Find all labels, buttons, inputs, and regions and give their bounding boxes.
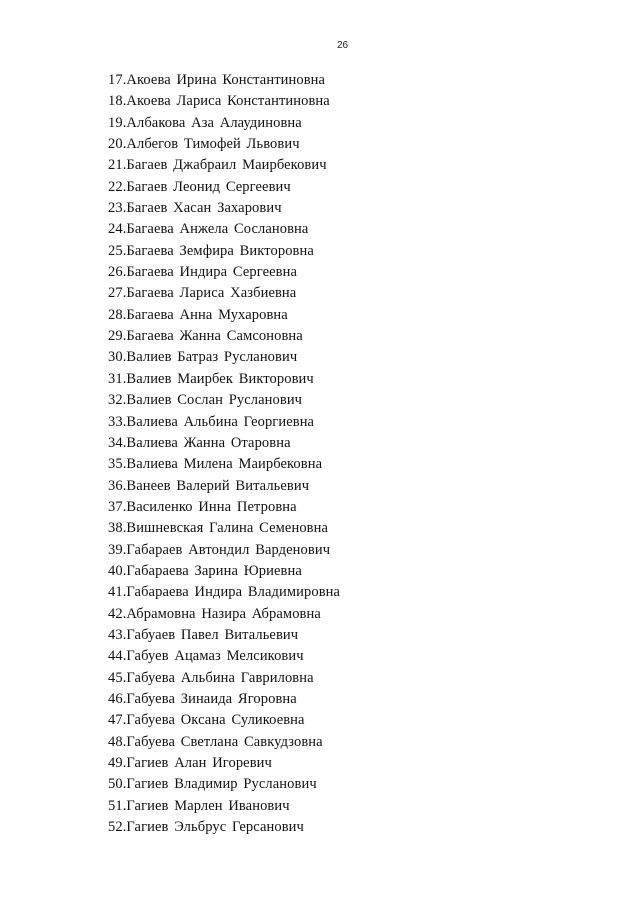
list-item: 27.Багаева Лариса Хазбиевна bbox=[108, 285, 297, 302]
list-item: 23.Багаев Хасан Захарович bbox=[108, 200, 282, 217]
list-item: 39.Габараев Автондил Варденович bbox=[108, 541, 331, 558]
list-item: 46.Габуева Зинаида Ягоровна bbox=[108, 690, 297, 707]
list-item: 41.Габараева Индира Владимировна bbox=[108, 584, 341, 601]
list-item: 30.Валиев Батраз Русланович bbox=[108, 349, 298, 366]
list-item: 17.Акоева Ирина Константиновна bbox=[108, 72, 326, 88]
list-item: 29.Багаева Жанна Самсоновна bbox=[108, 328, 303, 345]
page-number: 26 bbox=[337, 40, 349, 51]
list-item: 37.Василенко Инна Петровна bbox=[108, 498, 297, 515]
list-item: 33.Валиева Альбина Георгиевна bbox=[108, 413, 315, 430]
list-item: 31.Валиев Маирбек Викторович bbox=[108, 370, 314, 387]
list-item: 28.Багаева Анна Мухаровна bbox=[108, 306, 288, 323]
list-item: 45.Габуева Альбина Гавриловна bbox=[108, 669, 314, 686]
list-item: 40.Габараева Зарина Юриевна bbox=[108, 562, 302, 579]
list-item: 32.Валиев Сослан Русланович bbox=[108, 392, 303, 409]
list-item: 21.Багаев Джабраил Маирбекович bbox=[108, 157, 327, 174]
list-item: 43.Габуаев Павел Витальевич bbox=[108, 626, 299, 643]
list-item: 24.Багаева Анжела Сослановна bbox=[108, 221, 309, 238]
list-item: 22.Багаев Леонид Сергеевич bbox=[108, 178, 291, 195]
list-item: 52.Гагиев Эльбрус Герсанович bbox=[108, 819, 304, 836]
name-list bbox=[108, 70, 340, 838]
list-item: 38.Вишневская Галина Семеновна bbox=[108, 520, 329, 537]
list-item: 18.Акоева Лариса Константиновна bbox=[108, 93, 330, 110]
list-item: 44.Габуев Ацамаз Мелсикович bbox=[108, 648, 304, 665]
list-item: 35.Валиева Милена Маирбековна bbox=[108, 456, 323, 473]
list-item: 34.Валиева Жанна Отаровна bbox=[108, 434, 291, 451]
list-item: 26.Багаева Индира Сергеевна bbox=[108, 264, 298, 281]
list-item: 51.Гагиев Марлен Иванович bbox=[108, 797, 290, 814]
list-item: 48.Габуева Светлана Савкудзовна bbox=[108, 733, 323, 750]
list-item: 49.Гагиев Алан Игоревич bbox=[108, 755, 272, 771]
list-item: 42.Абрамовна Назира Абрамовна bbox=[108, 605, 321, 622]
list-item: 25.Багаева Земфира Викторовна bbox=[108, 242, 314, 259]
list-item: 20.Албегов Тимофей Львович bbox=[108, 136, 300, 153]
list-item: 19.Албакова Аза Алаудиновна bbox=[108, 114, 302, 131]
list-item: 50.Гагиев Владимир Русланович bbox=[108, 776, 317, 793]
list-item: 47.Габуева Оксана Суликоевна bbox=[108, 712, 305, 729]
list-item: 36.Ванеев Валерий Витальевич bbox=[108, 477, 310, 494]
